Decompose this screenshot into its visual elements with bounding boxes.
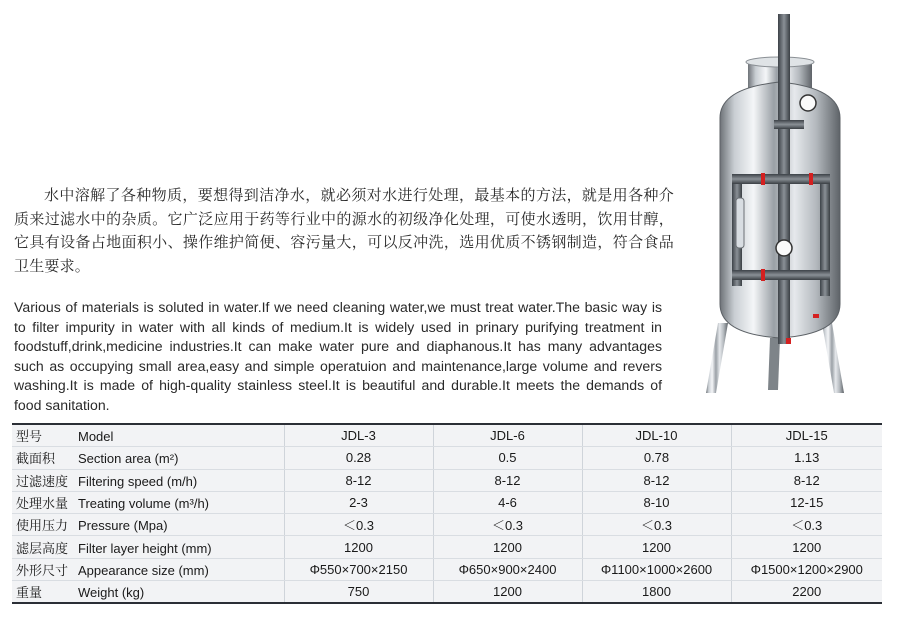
row-label-cn: 处理水量	[16, 496, 69, 512]
table-row	[12, 447, 882, 469]
row-label-cn: 外形尺寸	[16, 562, 69, 578]
table-cell: JDL-10	[582, 424, 731, 447]
row-label-en: Weight (kg)	[78, 585, 145, 601]
row-label-en: Pressure (Mpa)	[78, 518, 168, 534]
table-row	[12, 558, 882, 580]
table-cell: Φ1500×1200×2900	[731, 558, 882, 580]
table-cell: 8-12	[433, 469, 582, 491]
table-cell: 1200	[433, 581, 582, 604]
row-label-en: Filtering speed (m/h)	[78, 473, 198, 489]
row-label-en: Model	[78, 429, 114, 445]
table-cell: 4-6	[433, 491, 582, 513]
table-cell: 1800	[582, 581, 731, 604]
row-label-en: Appearance size (mm)	[78, 562, 209, 578]
tank-leg	[768, 338, 780, 390]
tank-leg	[706, 323, 728, 393]
english-description: Various of materials is soluted in water.If we need cleaning water,we must treat water.The basic way is to filter impurity in water with all kinds of medium.It is widely used in prinary purifying treatment in foodstuff,drink,medicine industries.It can make water pure and diaphanous.It has many advantages such as occupying small area,easy and simple operatuion and maintenance,large volume and revers washing.It is made of high-quality stainless steel.It is beautiful and durable.It meets the demands of food sanitation.	[14, 299, 662, 413]
table-cell: 750	[284, 581, 433, 604]
pressure-gauge-icon	[776, 240, 792, 256]
table-row	[12, 491, 882, 513]
table-cell: 1200	[731, 536, 882, 558]
table-row	[12, 514, 882, 536]
row-label-cn: 型号	[16, 429, 43, 445]
table-cell: 1200	[582, 536, 731, 558]
table-cell: Φ1100×1000×2600	[582, 558, 731, 580]
table-cell: 1200	[433, 536, 582, 558]
table-cell: ＜0.3	[284, 514, 433, 536]
table-cell: Φ550×700×2150	[284, 558, 433, 580]
table-row	[12, 424, 882, 447]
row-label-cn: 滤层高度	[16, 540, 69, 556]
table-cell: 12-15	[731, 491, 882, 513]
table-cell: 8-12	[582, 469, 731, 491]
table-cell: JDL-6	[433, 424, 582, 447]
table-cell: Φ650×900×2400	[433, 558, 582, 580]
table-cell: JDL-15	[731, 424, 882, 447]
table-cell: 8-12	[284, 469, 433, 491]
pressure-gauge-icon	[800, 95, 816, 111]
row-label-cn: 重量	[16, 585, 43, 601]
chinese-description: 水中溶解了各种物质，要想得到洁净水，就必须对水进行处理，最基本的方法，就是用各种介质来过滤水中的杂质。它广泛应用于药等行业中的源水的初级净化处理，可使水透明，饮用甘醇，它具有设备占地面积小、操作维护简便、容污量大，可以反冲洗，选用优质不锈钢制造，符合食品卫生要求。	[14, 186, 674, 275]
specification-table	[12, 423, 882, 604]
table-cell: 0.28	[284, 447, 433, 469]
table-cell: 0.78	[582, 447, 731, 469]
table-row	[12, 536, 882, 558]
table-cell: JDL-3	[284, 424, 433, 447]
table-cell: ＜0.3	[433, 514, 582, 536]
tank-leg	[822, 323, 844, 393]
table-cell: 8-12	[731, 469, 882, 491]
table-row	[12, 469, 882, 491]
table-cell: ＜0.3	[582, 514, 731, 536]
row-label-cn: 过滤速度	[16, 473, 69, 489]
table-cell: 1.13	[731, 447, 882, 469]
table-row	[12, 581, 882, 604]
row-label-en: Section area (m²)	[78, 451, 179, 467]
table-cell: 1200	[284, 536, 433, 558]
filter-tank-image	[704, 8, 854, 403]
table-cell: ＜0.3	[731, 514, 882, 536]
table-cell: 0.5	[433, 447, 582, 469]
row-label-cn: 使用压力	[16, 518, 69, 534]
table-cell: 2-3	[284, 491, 433, 513]
row-label-en: Treating volume (m³/h)	[78, 496, 209, 512]
table-cell: 8-10	[582, 491, 731, 513]
row-label-cn: 截面积	[16, 451, 56, 467]
table-cell: 2200	[731, 581, 882, 604]
row-label-en: Filter layer height (mm)	[78, 540, 212, 556]
